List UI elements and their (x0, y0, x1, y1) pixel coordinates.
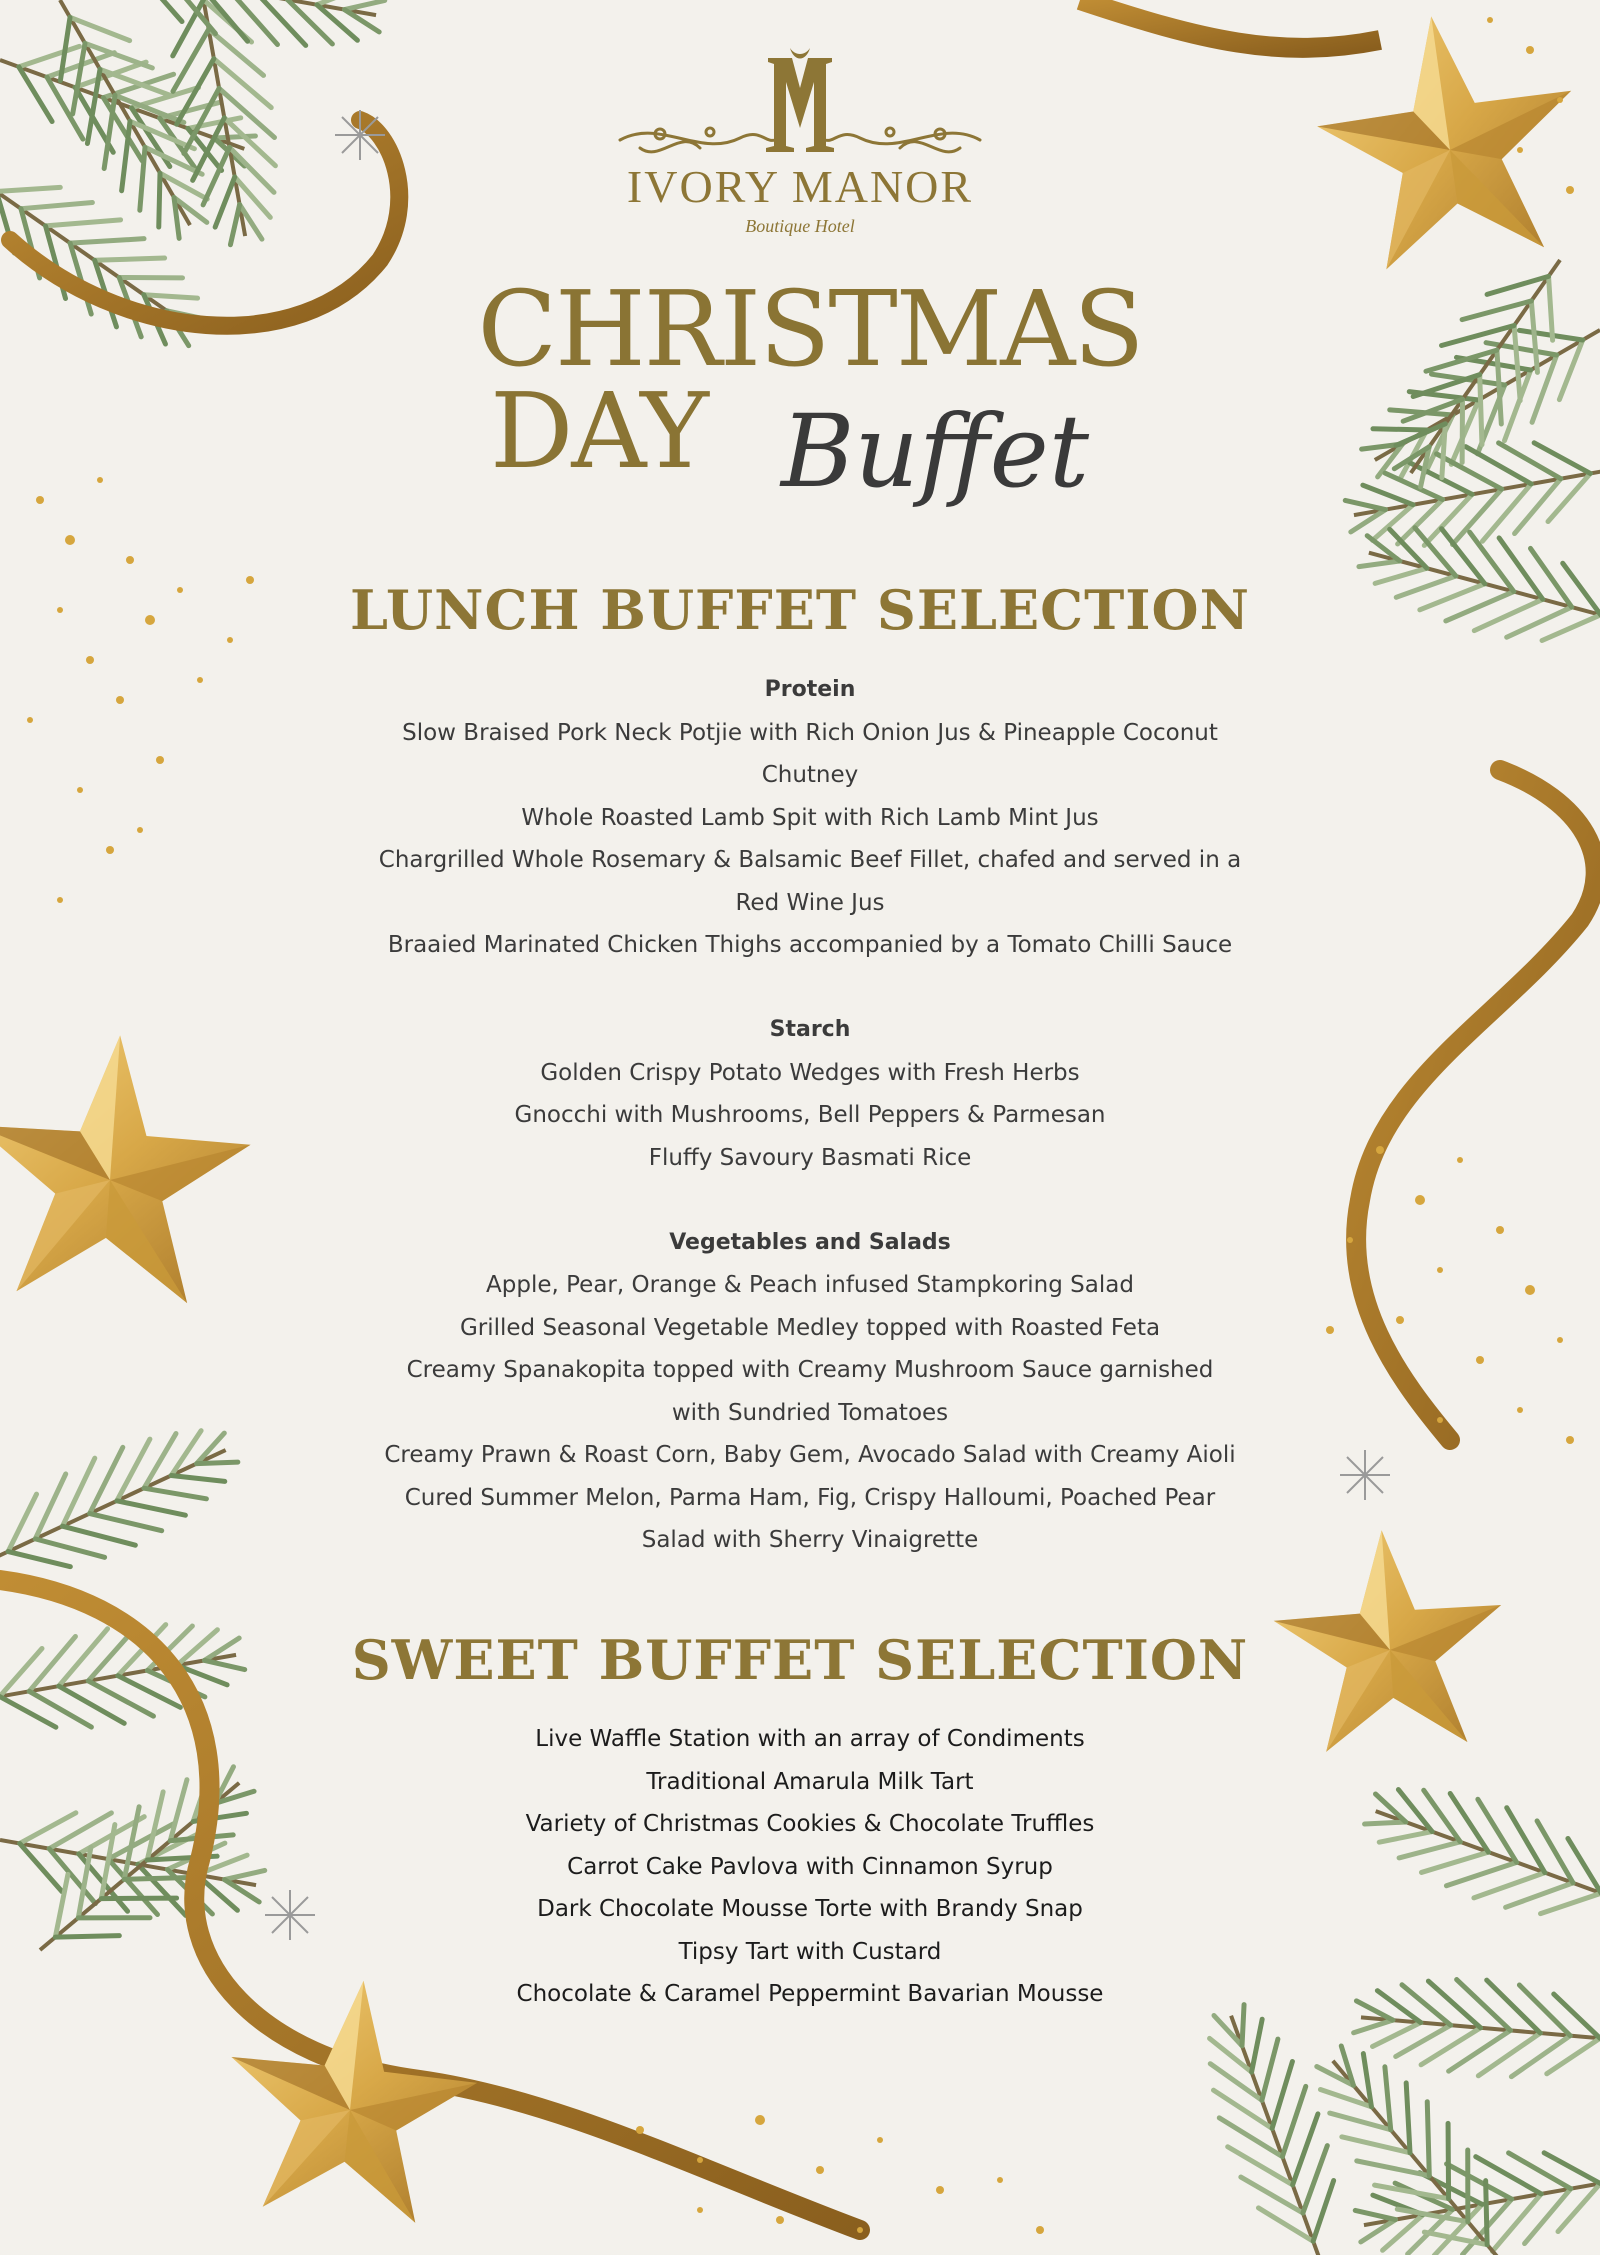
menu-item: Whole Roasted Lamb Spit with Rich Lamb Mint Jus (521, 804, 1099, 831)
menu-item: Apple, Pear, Orange & Peach infused Stampkoring Salad (486, 1272, 1134, 1298)
menu-item: Chocolate & Caramel Peppermint Bavarian Mousse (516, 1981, 1104, 2007)
menu-item: Tipsy Tart with Custard (678, 1938, 942, 1965)
sweet-menu (340, 1718, 1280, 2016)
category-starch: Starch (769, 1017, 851, 1042)
menu-item: Fluffy Savoury Basmati Rice (648, 1144, 972, 1171)
menu-item: Golden Crispy Potato Wedges with Fresh Herbs (540, 1059, 1080, 1086)
menu-item: Traditional Amarula Milk Tart (646, 1768, 974, 1795)
hotel-name: IVORY MANOR (626, 161, 974, 212)
menu-item: Cured Summer Melon, Parma Ham, Fig, Crispy Halloumi, Poached Pear (404, 1484, 1216, 1511)
title-script-text: Buffet (780, 393, 1090, 510)
title-day: DAY (490, 370, 707, 492)
lunch-heading: LUNCH BUFFET SELECTION (350, 578, 1250, 642)
category-vegetables-salads: Vegetables and Salads (669, 1229, 951, 1255)
menu-item: Chargrilled Whole Rosemary & Balsamic Beef Fillet, chafed and served in a (378, 847, 1242, 873)
category-protein: Protein (764, 677, 856, 702)
menu-item: Carrot Cake Pavlova with Cinnamon Syrup (567, 1853, 1053, 1880)
menu-item: Creamy Prawn & Roast Corn, Baby Gem, Avocado Salad with Creamy Aioli (384, 1442, 1236, 1468)
menu-item: Grilled Seasonal Vegetable Medley topped with Roasted Feta (459, 1314, 1161, 1341)
menu-item: with Sundried Tomatoes (671, 1399, 949, 1426)
menu-item: Gnocchi with Mushrooms, Bell Peppers & Parmesan (514, 1102, 1106, 1128)
menu-item: Live Waffle Station with an array of Condiments (535, 1726, 1085, 1752)
menu-item: Red Wine Jus (735, 889, 885, 916)
menu-item: Creamy Spanakopita topped with Creamy Mushroom Sauce garnished (406, 1357, 1214, 1383)
menu-item: Slow Braised Pork Neck Potjie with Rich Onion Jus & Pineapple Coconut (402, 719, 1218, 746)
title-christmas: CHRISTMAS (477, 268, 1143, 390)
menu-item: Chutney (761, 762, 859, 788)
lunch-menu (340, 669, 1280, 1562)
menu-item: Salad with Sherry Vinaigrette (641, 1527, 979, 1553)
menu-item: Dark Chocolate Mousse Torte with Brandy Snap (537, 1896, 1083, 1922)
menu-item: Braaied Marinated Chicken Thighs accompanied by a Tomato Chilli Sauce (387, 932, 1233, 958)
hotel-subtitle: Boutique Hotel (745, 216, 855, 236)
menu-item: Variety of Christmas Cookies & Chocolate Truffles (525, 1811, 1095, 1837)
sweet-heading: SWEET BUFFET SELECTION (351, 1628, 1249, 1692)
title-script-buffet (765, 366, 1105, 556)
